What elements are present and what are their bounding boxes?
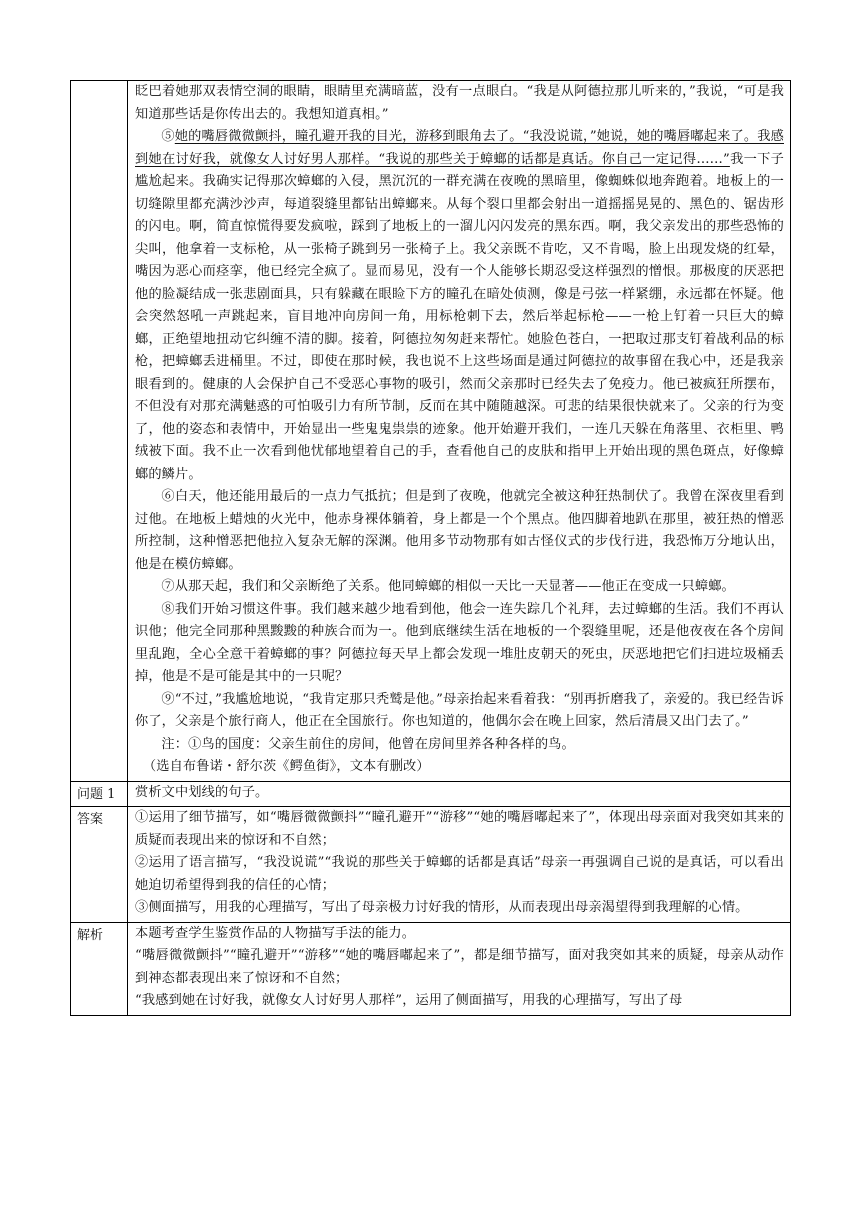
question-text: 赏析文中划线的句子。 [128,781,791,807]
analysis-cell [128,922,791,1015]
worksheet-table [70,80,791,1016]
analysis-row [71,922,791,1015]
answer-cell [128,807,791,923]
underlined-sentence: 她的嘴唇微微颤抖，瞳孔避开我的目光，游移到眼角去了。“我没说谎，”她说，她的嘴唇嘟起来了。我感到她在讨好我，就像女人讨好男人那样。“我说的那些关于蟑螂的话都是真话。你自己一定记得……” [135,129,784,167]
passage-label-cell [71,81,128,782]
passage-paragraph-7: ⑦从那天起，我们和父亲断绝了关系。他同蟑螂的相似一天比一天显著——他正在变成一只蟑螂。 [161,579,735,594]
paragraph-number-5: ⑤ [161,129,175,144]
answer-line-3: ③侧面描写，用我的心理描写，写出了母亲极力讨好我的情形，从而表现出母亲渴望得到我理解的心情。 [135,900,749,915]
answer-line-1: ①运用了细节描写，如“嘴唇微微颤抖”“瞳孔避开”“游移”“她的嘴唇嘟起来了”，体现出母亲面对我突如其来的质疑而表现出来的惊讶和不自然； [135,810,784,848]
source-citation: （选自布鲁诺・舒尔茨《鳄鱼街》，文本有删改） [142,759,430,774]
footnote: 注：①鸟的国度：父亲生前住的房间，他曾在房间里养各种各样的鸟。 [161,736,575,752]
analysis-label: 解析 [71,922,128,1015]
answer-row [71,807,791,923]
passage-paragraph-4-tail: 眨巴着她那双表情空洞的眼睛，眼睛里充满暗蓝，没有一点眼白。“我是从阿德拉那儿听来的，”我说，“可是我知道那些话是你传出去的。我想知道真相。” [135,84,784,122]
question-label: 问题 1 [71,781,128,807]
analysis-line-2: “嘴唇微微颤抖”“瞳孔避开”“游移”“她的嘴唇嘟起来了”，都是细节描写，面对我突如其来的质疑，母亲从动作到神态都表现出来了惊讶和不自然； [135,948,784,986]
passage-paragraph-6: ⑥白天，他还能用最后的一点力气抵抗；但是到了夜晚，他就完全被这种狂热制伏了。我曾在深夜里看到过他。在地板上蜡烛的火光中，他赤身裸体躺着，身上都是一个个黑点。他四脚着地趴在那里，被狂热的憎恶所控制，这种憎恶把他拉入复杂无解的深渊。他用多节动物那有如古怪仪式的步伐行进，我恐怖万分地认出，他是在模仿蟑螂。 [135,489,784,572]
passage-cell [128,81,791,782]
answer-line-2: ②运用了语言描写，“我没说谎”“我说的那些关于蟑螂的话都是真话”母亲一再强调自己说的是真话，可以看出她迫切希望得到我的信任的心情； [135,855,784,893]
question-row [71,781,791,807]
analysis-line-3: “我感到她在讨好我，就像女人讨好男人那样”，运用了侧面描写，用我的心理描写，写出了母 [135,993,683,1008]
passage-paragraph-9: ⑨“不过，”我尴尬地说，“我肯定那只秃鹫是他。”母亲抬起来看着我：“别再折磨我了，亲爱的。我已经告诉你了，父亲是个旅行商人，他正在全国旅行。你也知道的，他偶尔会在晚上回家，然后清晨又出门去了。” [135,691,784,729]
passage-paragraph-5 [135,126,784,486]
passage-paragraph-8: ⑧我们开始习惯这件事。我们越来越少地看到他，他会一连失踪几个礼拜，去过蟑螂的生活。我们不再认识他；他完全同那种黑黢黢的种族合而为一。他到底继续生活在地板的一个裂缝里呢，还是他夜夜在各个房间里乱跑，全心全意干着蟑螂的事？阿德拉每天早上都会发现一堆肚皮朝天的死虫，厌恶地把它们扫进垃圾桶丢掉，他是不是可能是其中的一只呢？ [135,601,784,684]
answer-label: 答案 [71,807,128,923]
analysis-line-1: 本题考查学生鉴赏作品的人物描写手法的能力。 [135,925,416,941]
paragraph-5-rest: 我一下子尴尬起来。我确实记得那次蟑螂的入侵，黑沉沉的一群充满在夜晚的黑暗里，像蜘蛛似地奔跑着。地板上的一切缝隙里都充满沙沙声，每道裂缝里都钻出蟑螂来。从每个裂口里都会射出一道摇摇晃晃的、黑色的、锯齿形的闪电。啊，简直惊慌得要发疯啦，踩到了地板上的一溜儿闪闪发亮的黑东西。啊，我父亲发出的那些恐怖的尖叫，他拿着一支标枪，从一张椅子跳到另一张椅子上。我父亲既不肯吃，又不肯喝，脸上出现发烧的红晕，嘴因为恶心而痉挛，他已经完全疯了。显而易见，没有一个人能够长期忍受这样强烈的憎恨。那极度的厌恶把他的脸凝结成一张悲剧面具，只有躲藏在眼睑下方的瞳孔在暗处侦测，像是弓弦一样紧绷，永远都在怀疑。他会突然怒吼一声跳起来，盲目地冲向房间一角，用标枪刺下去，然后举起标枪——一枪上钉着一只巨大的蟑螂，正绝望地扭动它纠缠不清的脚。接着，阿德拉匆匆赶来帮忙。她脸色苍白，一把取过那支钉着战利品的标枪，把蟑螂丢进桶里。不过，即使在那时候，我也说不上这些场面是通过阿德拉的故事留在我心中，还是我亲眼看到的。健康的人会保护自己不受恶心事物的吸引，然而父亲那时已经失去了免疫力。他已被疯狂所摆布，不但没有对那充满魅惑的可怕吸引力有所节制，反而在其中随随越深。可悲的结果很快就来了。父亲的行为变了，他的姿态和表情中，开始显出一些鬼鬼祟祟的迹象。他开始避开我们，一连几天躲在角落里、衣柜里、鸭绒被下面。我不止一次看到他忧郁地望着自己的手，查看他自己的皮肤和指甲上开始出现的黑色斑点，好像蟑螂的鳞片。 [135,151,784,482]
passage-row [71,81,791,782]
